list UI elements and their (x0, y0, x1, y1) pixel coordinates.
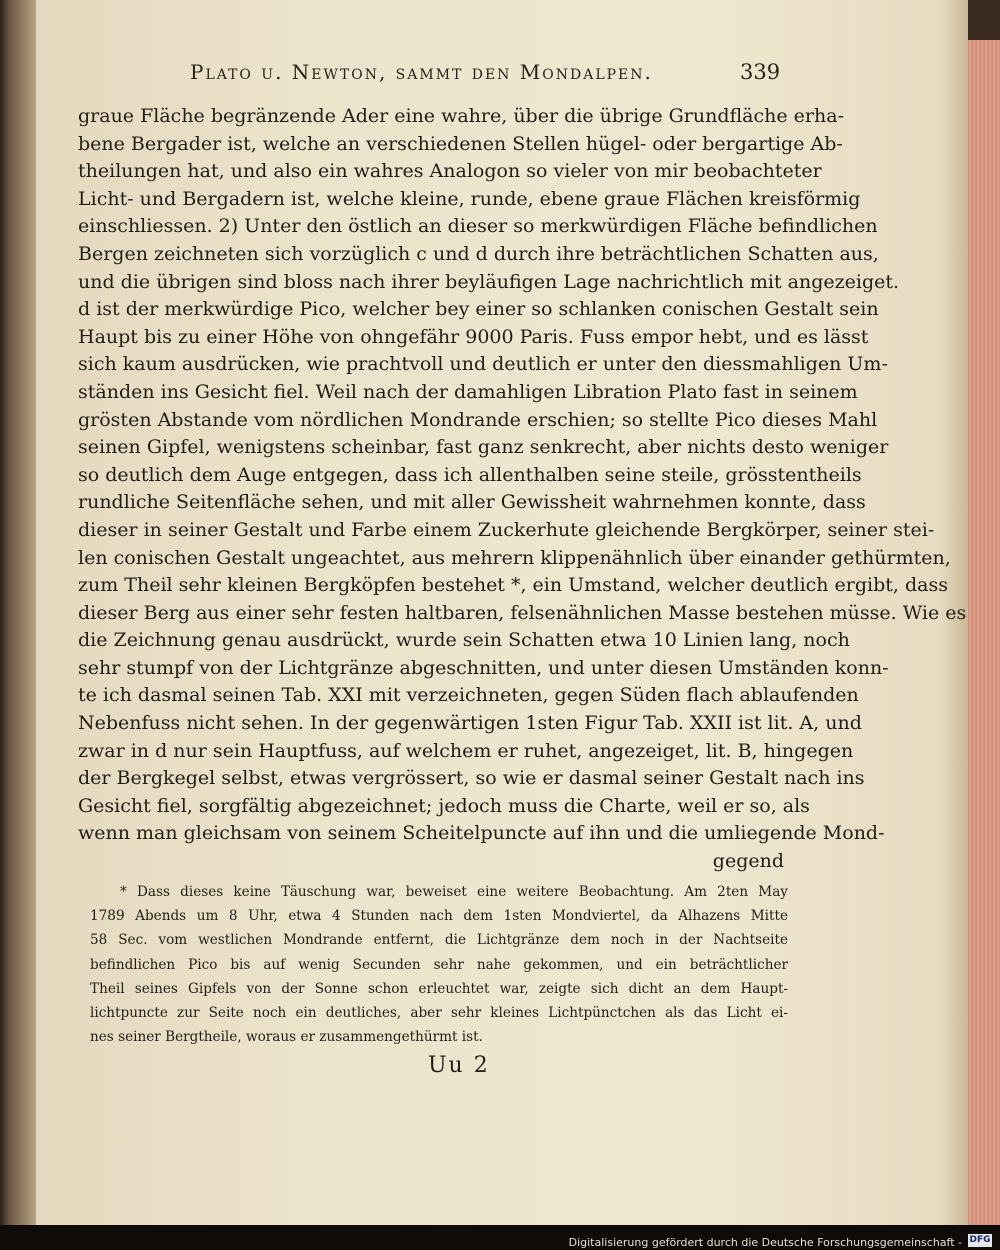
text-line: Nebenfuss nicht sehen. In der gegenwärtigen 1sten Figur Tab. XXII ist lit. A, und (78, 712, 862, 735)
dfg-logo: DFG (969, 1235, 991, 1245)
text-line: ständen ins Gesicht fiel. Weil nach der damahligen Libration Plato fast in seinem (78, 380, 858, 403)
text-line: wenn man gleichsam von seinem Scheitelpuncte auf ihn und die umliegende Mond- (78, 822, 885, 845)
footnote-line: 58 Sec. vom westlichen Mondrande entfernt, die Lichtgränze dem noch in der Nachtseite (90, 932, 788, 949)
running-head: Plato u. Newton, sammt den Mondalpen. (190, 60, 653, 84)
text-line: Haupt bis zu einer Höhe von ohngefähr 9000 Paris. Fuss empor hebt, und es lässt (78, 325, 869, 348)
text-line: Bergen zeichneten sich vorzüglich c und d durch ihre beträchtlichen Schatten aus, (78, 242, 879, 265)
text-line: der Bergkegel selbst, etwas vergrössert, so wie er dasmal seiner Gestalt nach ins (78, 767, 865, 790)
text-line: graue Fläche begränzende Ader eine wahre, über die übrige Grundfläche erha- (78, 105, 844, 127)
digitization-credit: Digitalisierung gefördert durch die Deutsche Forschungsgemeinschaft - (568, 1236, 962, 1249)
text-line: und die übrigen sind bloss nach ihrer beyläufigen Lage nachrichtlich mit angezeiget. (78, 270, 900, 293)
text-line: zwar in d nur sein Hauptfuss, auf welchem er ruhet, angezeiget, lit. B, hingegen (78, 739, 854, 762)
text-line: d ist der merkwürdige Pico, welcher bey einer so schlanken conischen Gestalt sein (78, 298, 879, 321)
footnote-line: Theil seines Gipfels von der Sonne schon erleuchtet war, zeigte sich dicht an dem Haupt- (90, 980, 788, 997)
page-edges (968, 0, 1000, 1225)
text-line: so deutlich dem Auge entgegen, dass ich allenthalben seine steile, grösstentheils (78, 463, 862, 486)
text-line: sehr stumpf von der Lichtgränze abgeschnitten, und unter diesen Umständen konn- (78, 656, 889, 679)
text-line: len conischen Gestalt ungeachtet, aus mehrern klippenähnlich über einander gethürmten, (78, 546, 951, 569)
body-text (78, 103, 967, 876)
page-edge-shadow (968, 0, 1000, 40)
text-line: grösten Abstande vom nördlichen Mondrande erschien; so stellte Pico dieses Mahl (78, 408, 878, 431)
footnote-line: befindlichen Pico bis auf wenig Secunden sehr nahe gekommen, und ein beträchtlicher (90, 956, 788, 973)
text-line: einschliessen. 2) Unter den östlich an dieser so merkwürdigen Fläche befindlichen (78, 215, 878, 238)
text-line: zum Theil sehr kleinen Bergköpfen bestehet *, ein Umstand, welcher deutlich ergibt, dass (78, 574, 948, 597)
page-number: 339 (740, 60, 781, 84)
text-line: dieser Berg aus einer sehr festen haltbaren, felsenähnlichen Masse bestehen müsse. Wie es (78, 601, 967, 624)
text-line: rundliche Seitenfläche sehen, und mit aller Gewissheit wahrnehmen konnte, dass (78, 491, 866, 514)
signature-mark: Uu 2 (428, 1053, 490, 1078)
footnote-line: 1789 Abends um 8 Uhr, etwa 4 Stunden nach dem 1sten Mondviertel, da Alhazens Mitte (90, 908, 788, 925)
text-line: die Zeichnung genau ausdrückt, wurde sein Schatten etwa 10 Linien lang, noch (78, 629, 850, 652)
text-line: te ich dasmal seinen Tab. XXI mit verzeichneten, gegen Süden flach ablaufenden (78, 684, 859, 707)
text-line: Licht- und Bergadern ist, welche kleine, runde, ebene graue Flächen kreisförmig (78, 187, 861, 210)
text-line: Gesicht fiel, sorgfältig abgezeichnet; jedoch muss die Charte, weil er so, als (78, 794, 810, 817)
text-line: dieser in seiner Gestalt und Farbe einem Zuckerhute gleichende Bergkörper, seiner stei- (78, 518, 935, 541)
footnote-line: * Dass dieses keine Täuschung war, beweiset eine weitere Beobachtung. Am 2ten May (120, 884, 788, 900)
footnote-line: nes seiner Bergtheile, woraus er zusammengethürmt ist. (90, 1029, 483, 1046)
footnote (90, 880, 788, 1049)
text-line: bene Bergader ist, welche an verschiedenen Stellen hügel- oder bergartige Ab- (78, 132, 843, 155)
book-gutter (0, 0, 36, 1225)
text-line: theilungen hat, und also ein wahres Analogon so vieler von mir beobachteter (78, 160, 822, 183)
text-line: gegend (712, 850, 784, 873)
text-line: sich kaum ausdrücken, wie prachtvoll und deutlich er unter den diessmahligen Um- (78, 353, 888, 376)
text-line: seinen Gipfel, wenigstens scheinbar, fast ganz senkrecht, aber nichts desto weniger (78, 436, 889, 459)
footnote-line: lichtpuncte zur Seite noch ein deutliches, aber sehr kleines Lichtpünctchen als das Licht ei- (90, 1004, 788, 1021)
